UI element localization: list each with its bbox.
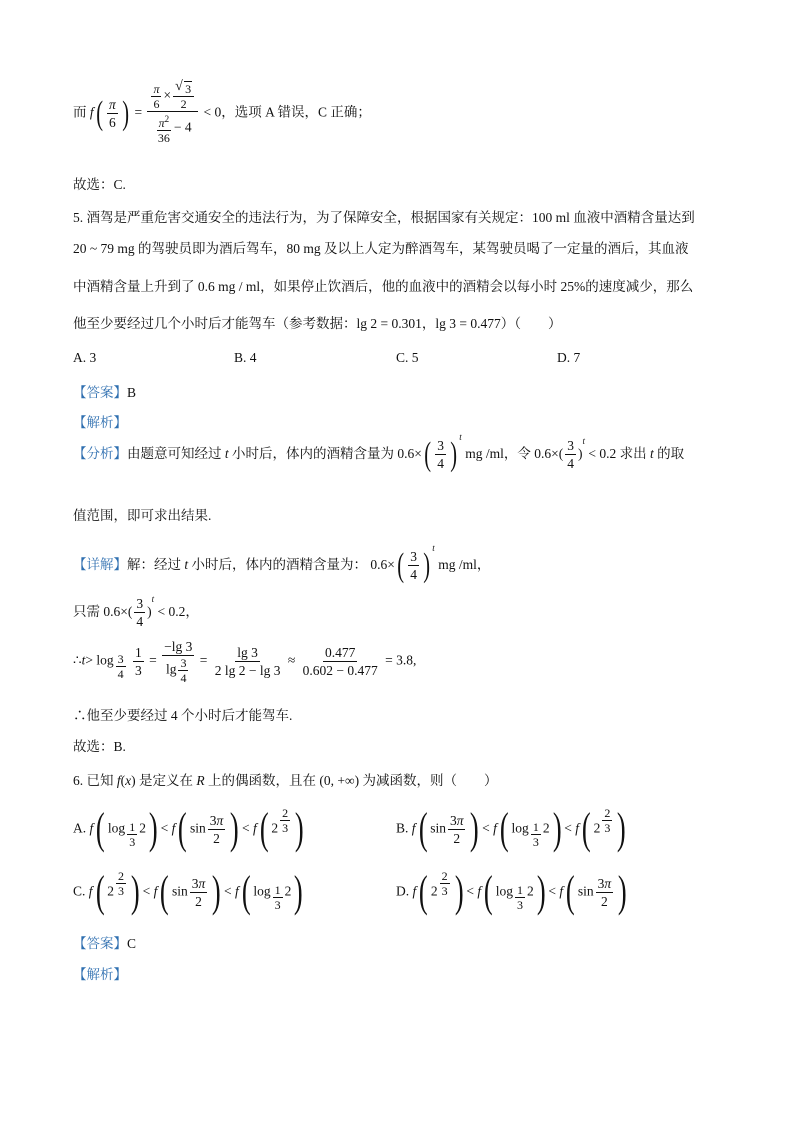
- result-value: = 3.8,: [385, 652, 417, 668]
- answer-value: B: [127, 385, 137, 400]
- text: 只需: [73, 604, 100, 619]
- analysis-tag: 【分析】: [73, 446, 127, 461]
- q6-jiexi-tag: 【解析】: [73, 967, 127, 982]
- q6-option-c: C. f( 2 $^{\frac{2}{3}}$ ) < f( sin $\frac{3\pi}{2}$ ) < f( log $_{\frac{1}{3}}$ 2): [73, 867, 304, 917]
- answer-value: C: [127, 936, 137, 951]
- q5-answer: [73, 381, 136, 401]
- answer-choice-c: 故选：C.: [73, 177, 126, 192]
- text-er: 而: [73, 104, 87, 120]
- q5-option-d: D. 7: [557, 350, 581, 365]
- text: mg /ml，: [438, 557, 491, 572]
- q5-log-calc: ∴t> log $_{\frac{3}{4}}$ $\frac{1}{3}$ = −lg 3 lg $\frac{3}{4}$ = $\frac{\lg 3}{2 \lg 2 - \lg 3}$ ≈ $\frac{0.477}{0.602 - 0.477}$ = 3.8,: [73, 639, 417, 685]
- text-option-a-wrong: ，选项 A 错误，C 正确；: [221, 104, 371, 120]
- text: 为减函数，则（ ）: [362, 773, 498, 788]
- line-f-pi6: 而 f( $\frac{\pi}{6}$ ) = $\frac{\pi}{6}$ × √ $\frac{3}{2}$ $\frac{\pi^2}{36}$ − 4 < 0，选项 A 错误，C 正确；: [73, 82, 371, 145]
- q5-option-a: A. 3: [73, 350, 97, 365]
- q5-line-4: 他至少要经过几个小时后才能驾车（参考数据：lg 2 = 0.301，lg 3 = 0.477）（ ）: [73, 316, 562, 331]
- label: D.: [396, 883, 410, 899]
- text: 6. 已知: [73, 773, 114, 788]
- q5-line-2: 20 ~ 79 mg 的驾驶员即为酒后驾车，80 mg 及以上人定为醉酒驾车，某驾驶员喝了一定量的酒后，其血液: [73, 241, 689, 256]
- text: mg /ml，令: [465, 446, 531, 461]
- text: 小时后，体内的酒精含量为：: [191, 557, 368, 572]
- text: 的取: [657, 446, 685, 461]
- q6-answer: [73, 932, 136, 952]
- q6-option-d: D. f( 2 $^{\frac{2}{3}}$ ) < f( log $_{\frac{1}{3}}$ 2) < f( sin $\frac{3\pi}{2}$ ): [396, 867, 627, 917]
- q5-conclusion: ∴他至少要经过 4 个小时后才能驾车.: [73, 708, 293, 723]
- q5-analysis-cont: 值范围，即可求出结果.: [73, 508, 212, 523]
- label: C.: [73, 883, 86, 899]
- q5-line-3: 中酒精含量上升到了 0.6 mg / ml，如果停止饮酒后，他的血液中的酒精会以每小时 25%的速度减少，那么: [73, 279, 694, 294]
- text: 上的偶函数，且在: [208, 773, 317, 788]
- q6-option-a: A. f( log $_{\frac{1}{3}}$ 2) < f( sin $\frac{3\pi}{2}$ ) < f( 2 $^{\frac{2}{3}}$ ): [73, 804, 304, 854]
- q6-stem: 6. 已知 f(x) 是定义在 R 上的偶函数，且在 (0, +∞) 为减函数，则（ ）: [73, 773, 498, 788]
- label: B.: [396, 820, 409, 836]
- q6-option-b: B. f( sin $\frac{3\pi}{2}$ ) < f( log $_{\frac{1}{3}}$ 2) < f( 2 $^{\frac{2}{3}}$ ): [396, 804, 627, 854]
- text: 小时后，体内的酒精含量为: [232, 446, 395, 461]
- q5-need: 只需 0.6×( $\frac{3}{4}$ )$^t$ < 0.2，: [73, 594, 199, 630]
- q5-detail: 【详解】解：经过 t 小时后，体内的酒精含量为： 0.6×( $\frac{3}{4}$ ) $^t$ mg /ml，: [73, 543, 491, 584]
- answer-tag: 【答案】: [73, 385, 127, 400]
- label: A.: [73, 820, 87, 836]
- text: 解：经过: [127, 557, 181, 572]
- q5-option-c: C. 5: [396, 350, 419, 365]
- answer-tag: 【答案】: [73, 936, 127, 951]
- text: 求出: [619, 446, 647, 461]
- detail-tag: 【详解】: [73, 557, 127, 572]
- text: 由题意可知经过: [127, 446, 222, 461]
- q5-final-choice: 故选：B.: [73, 739, 126, 754]
- q5-line-1: 5. 酒驾是严重危害交通安全的违法行为，为了保障安全，根据国家有关规定：100 ml 血液中酒精含量达到: [73, 210, 695, 225]
- q5-analysis: 【分析】由题意可知经过 t 小时后，体内的酒精含量为 0.6×( $\frac{3}{4}$ ) $^t$ mg /ml，令 0.6×( $\frac{3}{4}$ )$^t$ < 0.2 求出 t 的取: [73, 432, 685, 473]
- text: 是定义在: [139, 773, 194, 788]
- q5-option-b: B. 4: [234, 350, 257, 365]
- q5-jiexi-tag: 【解析】: [73, 415, 127, 430]
